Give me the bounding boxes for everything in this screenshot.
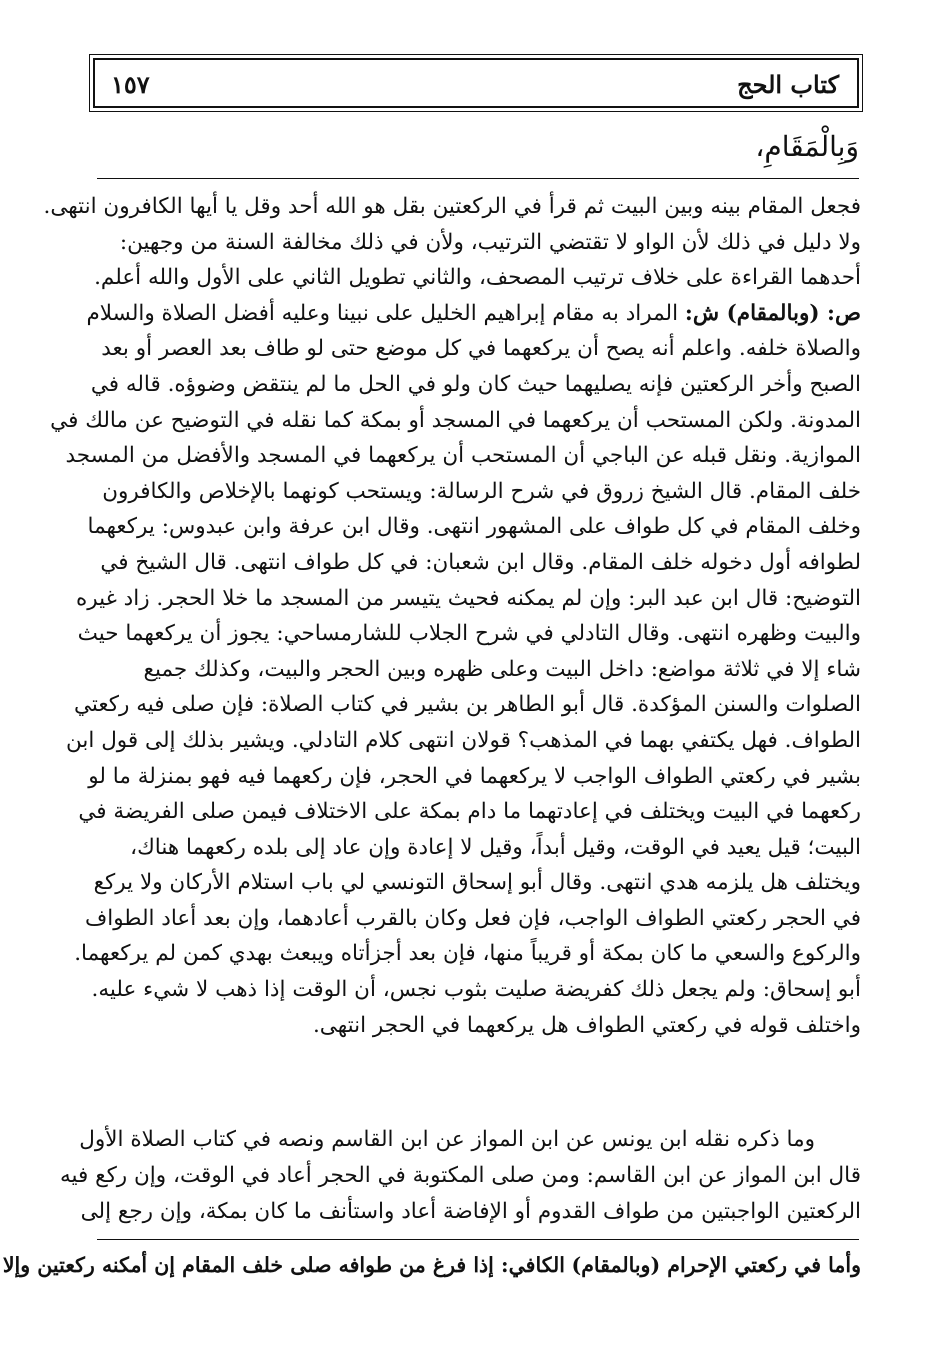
text-line: واختلف قوله في ركعتي الطواف هل يركعهما في الحجر انتهى. [312, 1012, 861, 1038]
footnote-text: الكافي: إذا فرغ من طوافه صلى خلف المقام إن أمكنه ركعتين وإلا [2, 1253, 565, 1277]
text-line: قال ابن المواز عن ابن القاسم: ومن صلى المكتوبة في الحجر أعاد في الوقت، وإن ركع فيه [60, 1163, 861, 1188]
text-line: الطواف. فهل يكتفي بهما في المذهب؟ قولان انتهى كلام التادلي. ويشير بذلك إلى قول ابن [66, 727, 861, 753]
text-line: الصلوات والسنن المؤكدة. قال أبو الطاهر بن بشير في كتاب الصلاة: فإن صلى فيه ركعتي [73, 692, 861, 718]
text-line: بشير في ركعتي الطواف الواجب لا يركعهما في الحجر، فإن ركعهما فيه فهو بمنزلة ما لو [88, 763, 861, 789]
text-line: ويختلف هل يلزمه هدي انتهى. وقال أبو إسحاق التونسي لي باب استلام الأركان ولا يركع [93, 870, 861, 896]
footnote-label: وأما في ركعتي الإحرام (وبالمقام) [571, 1253, 861, 1277]
text-line: والركوع والسعي ما كان بمكة أو قريباً منها، فإن بعد أجزأتاه ويبعث بهدي كمن لم يركعهما. [74, 941, 861, 967]
text-line: في الحجر ركعتي الطواف الواجب، فإن فعل وكان بالقرب أعادهما، وإن بعد أعاد الطواف [84, 905, 861, 931]
footnote [2, 1248, 861, 1282]
text-line: التوضيح: قال ابن عبد البر: وإن لم يمكنه فحيث يتيسر من المسجد ما خلا الحجر. زاد غيره [75, 585, 861, 611]
text-line: وخلف المقام في كل طواف على المشهور انتهى. وقال ابن عرفة وابن عبدوس: يركعهما [87, 514, 861, 540]
text-line: لطوافه أول دخوله خلف المقام. وقال ابن شعبان: في كل طواف انتهى. قال الشيخ في [100, 549, 861, 575]
sad-shin-label: ص: (وبالمقام) ش: [684, 300, 861, 326]
running-header [93, 58, 859, 108]
text-line: البيت؛ قيل يعيد في الوقت، وقيل أبداً، وقيل لا إعادة وإن عاد إلى بلده ركعهما هناك، [130, 834, 861, 860]
text-line: وما ذكره نقله ابن يونس عن ابن المواز عن ابن القاسم ونصه في كتاب الصلاة الأول [79, 1127, 815, 1152]
text-line: ركعهما في البيت ويختلف في إعادتهما ما دام بمكة على الاختلاف فيمن صلى الفريضة في [78, 799, 861, 825]
text-line: ولا دليل في ذلك لأن الواو لا تقتضي الترتيب، ولأن في ذلك مخالفة السنة من وجهين: [119, 229, 861, 255]
second-paragraph [60, 1122, 861, 1230]
matn-text: وَبِالْمَقَامِ، [755, 130, 859, 163]
text-line: الصبح وأخر الركعتين فإنه يصليهما حيث كان ولو في الحل ما لم ينتقض وضوؤه. قاله في [90, 371, 861, 397]
text-line: أحدهما القراءة على خلاف ترتيب المصحف، والثاني تطويل الثاني على الأول والله أعلم. [94, 265, 861, 291]
text-line: فجعل المقام بينه وبين البيت ثم قرأ في الركعتين بقل هو الله أحد وقل يا أيها الكافرون انتهى. [43, 194, 861, 219]
separator-rule-bottom [97, 1239, 859, 1240]
text-line: شاء إلا في ثلاثة مواضع: داخل البيت وعلى ظهره وبين الحجر والبيت، وكذلك جميع [143, 656, 861, 682]
text-line: خلف المقام. قال الشيخ زروق في شرح الرسالة: ويستحب كونهما بالإخلاص والكافرون [102, 478, 861, 504]
header-title: كتاب الحج [737, 70, 839, 99]
text-line: الموازية. ونقل قبله عن الباجي أن المستحب أن يركعهما في المسجد والأفضل من المسجد [65, 443, 861, 469]
text-line: المدونة. ولكن المستحب أن يركعهما في المسجد أو بمكة كما نقله في التوضيح عن مالك في [50, 407, 861, 433]
text-line: أبو إسحاق: ولم يجعل ذلك كفريضة صليت بثوب نجس، أن الوقت إذا ذهب لا شيء عليه. [91, 977, 861, 1003]
commentary-body [43, 189, 861, 1043]
text-line [86, 296, 861, 332]
separator-rule-top [97, 178, 859, 179]
footnote-line [2, 1248, 861, 1282]
text-line: والبيت وظهره انتهى. وقال التادلي في شرح الجلاب للشارمساحي: يجوز أن يركعهما حيث [77, 621, 861, 647]
text-line: والصلاة خلفه. واعلم أنه يصح أن يركعهما في كل موضع حتى لو طاف بعد العصر أو بعد [101, 336, 861, 362]
page-number: ١٥٧ [111, 70, 150, 99]
text-line-content: المراد به مقام إبراهيم الخليل على نبينا وعليه أفضل الصلاة والسلام [86, 300, 679, 326]
text-line: الركعتين الواجبتين من طواف القدوم أو الإفاضة أعاد واستأنف ما كان بمكة، وإن رجع إلى [80, 1199, 861, 1224]
